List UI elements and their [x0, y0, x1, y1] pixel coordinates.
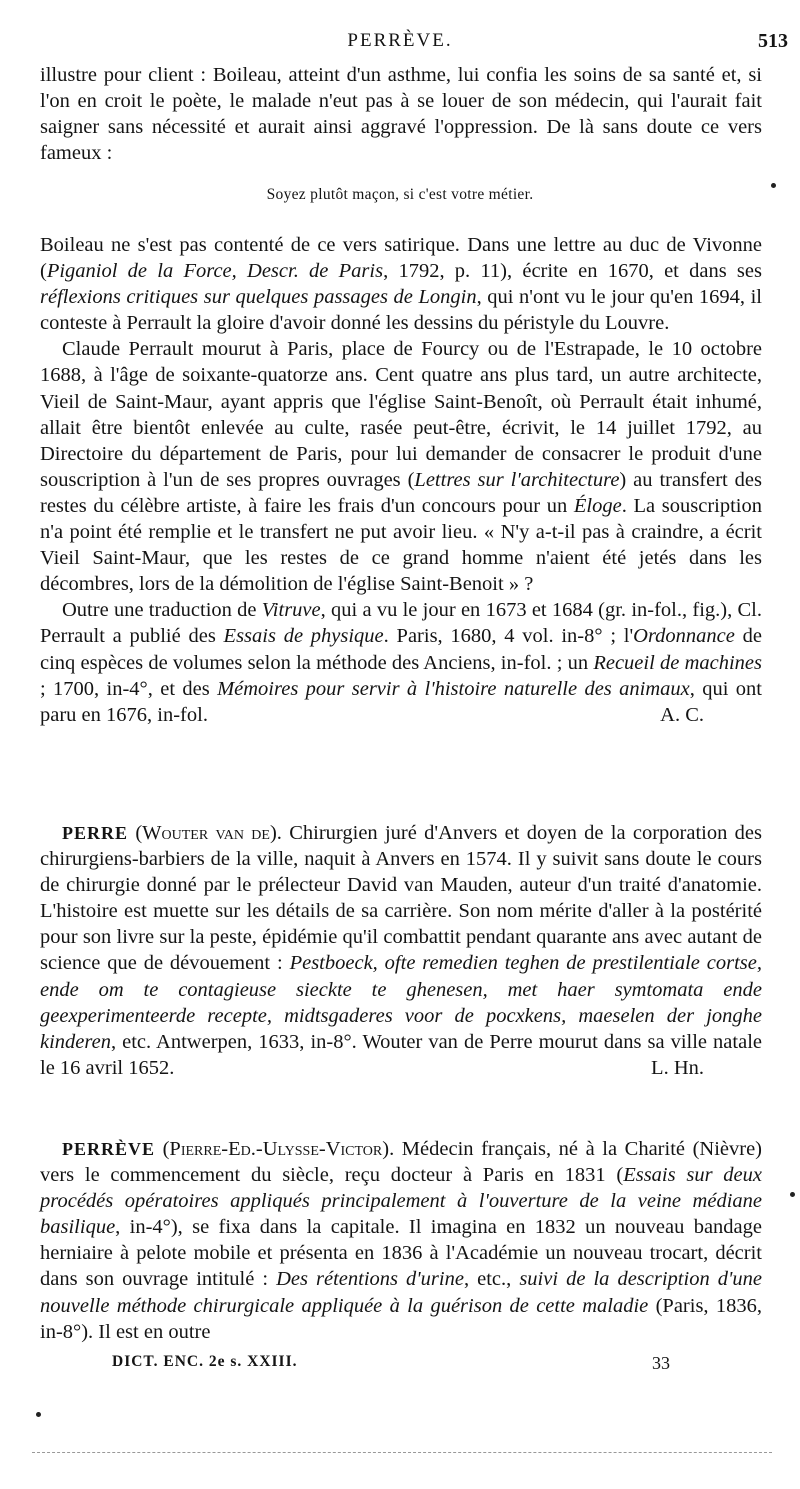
italic-title: réflexions critiques sur quelques passages de Longin — [40, 286, 477, 309]
paragraph-death — [40, 336, 762, 597]
italic-title: Mémoires pour servir à l'histoire naturelle des animaux — [217, 677, 690, 700]
italic-citation: Piganiol de la Force, Descr. de Paris — [46, 260, 384, 283]
author-signature: L. Hn. — [651, 1056, 704, 1079]
signature-mark: DICT. ENC. 2e s. XXIII. — [112, 1353, 298, 1370]
text-run: Boileau ne s'est pas contenté de ce vers satirique. Dans une lettre au duc de Vivonne ( — [40, 234, 762, 283]
italic-title: Lettres sur l'architecture — [414, 468, 620, 491]
italic-title: Pestboeck, ofte remedien teghen de prestilentiale cortse, ende om te contagieuse sieckte te ghenesen, met haer symtomata ende geexperimenteerde recepte, midtsgaderes voor de pocxkens, maeselen der jonghe kinderen — [40, 952, 762, 1053]
text-run: , etc. Antwerpen, 1633, in-8°. Wouter van de Perre mourut dans sa ville natale le 16 avril 1652. — [40, 1030, 762, 1079]
text-run: , qui a vu le jour en 1673 et 1684 (gr. in-fol., fig.), Cl. Perrault a publié des — [40, 599, 762, 648]
page-footer — [112, 1353, 712, 1371]
verse-quote: Soyez plutôt maçon, si c'est votre métier. — [266, 186, 534, 203]
text-run: , in-4°), se fixa dans la capitale. Il imagina en 1832 un nouveau bandage herniaire à pelote mobile et présenta en 1836 à l'Académie un nouveau trocart, décrit dans son ouvrage intitulé : — [40, 1216, 762, 1291]
article-body — [40, 232, 762, 728]
text-run: Claude Perrault mourut à Paris, place de Fourcy ou de l'Estrapade, le 10 octobre 1688, à l'âge de soixante-quatorze ans. Cent quatre ans plus tard, un autre architecte, Vieil de Saint-Maur, ayant appris que l'église Saint-Benoît, où Perrault était inhumé, allait être bientôt enlevée au culte, rasée peut-être, écrivit, le 14 juillet 1792, au Directoire du département de Paris, pour lui demander de consacrer le produit d'une souscription à l'un de ses propres ouvrages ( — [40, 338, 762, 491]
entry-headword: PERRE — [62, 823, 129, 843]
page-edge-rule — [32, 1452, 772, 1453]
italic-title: Essais sur deux procédés opératoires appliqués principalement à l'ouverture de la veine médiane basilique — [40, 1164, 762, 1239]
text-run: Médecin français, né à la Charité (Nièvre) vers le commencement du siècle, reçu docteur à Paris en 1831 ( — [40, 1138, 763, 1187]
speck-mark — [790, 1192, 795, 1197]
running-head — [0, 28, 800, 58]
entry-text — [40, 1136, 762, 1345]
page-number: 513 — [758, 30, 788, 52]
text-run: (Paris, 1836, in-8°). Il est en outre — [40, 1294, 762, 1343]
text-run: , qui n'ont vu le jour qu'en 1694, il conteste à Perrault la gloire d'avoir donné les dessins du péristyle du Louvre. — [40, 286, 762, 335]
text-run: . Paris, 1680, 4 vol. in-8° ; l' — [383, 625, 634, 648]
italic-title: suivi de la description d'une nouvelle méthode chirurgicale appliquée à la guérison de cette maladie — [40, 1268, 762, 1317]
text-run: Outre une traduction de — [62, 599, 262, 622]
text-run: ) au transfert des restes du célèbre artiste, à faire les frais d'un concours pour un — [40, 468, 763, 517]
speck-mark — [771, 183, 776, 188]
speck-mark — [36, 1412, 41, 1417]
paragraph-boileau — [40, 232, 762, 336]
text-run: de cinq espèces de volumes selon la méthode des Anciens, in-fol. ; un — [40, 625, 762, 674]
italic-title: Essais de physique — [223, 625, 384, 648]
entry-perre — [40, 820, 762, 1081]
italic-title: Ordonnance — [633, 625, 735, 648]
sheet-number: 33 — [652, 1353, 670, 1373]
text-run: , etc., — [463, 1268, 520, 1291]
text-run: , qui ont paru en 1676, in-fol. — [40, 677, 762, 726]
entry-perreve — [40, 1136, 762, 1345]
italic-title: Recueil de machines — [593, 651, 762, 674]
text-run: , 1792, p. 11), écrite en 1670, et dans ses — [383, 260, 762, 283]
italic-title: Des rétentions d'urine — [276, 1268, 464, 1291]
author-signature: A. C. — [660, 703, 704, 726]
paragraph-text: illustre pour client : Boileau, atteint d'un asthme, lui confia les soins de sa santé et, si l'on en croit le poète, le malade n'eut pas à se louer de son médecin, qui l'aurait fait saigner sans nécessité et aurait ainsi aggravé l'oppression. De là sans doute ce vers fameux : — [40, 64, 762, 165]
italic-title: Vitruve — [261, 599, 321, 622]
entry-qualifier: (Wouter van de). — [135, 822, 282, 844]
italic-title: Éloge — [573, 494, 622, 517]
entry-headword: PERRÈVE — [62, 1139, 156, 1159]
running-head-title: PERRÈVE. — [347, 30, 453, 51]
text-run: ; 1700, in-4°, et des — [40, 677, 218, 700]
entry-text — [40, 820, 762, 1081]
text-run: . La souscription n'a point été remplie et le transfert ne put avoir lieu. « N'y a-t-il pas à craindre, a écrit Vieil Saint-Maur, que les restes de ce grand homme n'aient été jetés dans les décombres, lors de la démolition de l'église Saint-Benoit » ? — [40, 494, 762, 596]
text-run: Chirurgien juré d'Anvers et doyen de la corporation des chirurgiens-barbiers de la ville, naquit à Anvers en 1574. Il y suivit sans doute le cours de chirurgie donné par le prélecteur David van Mauden, auteur d'un traité d'anatomie. L'histoire est muette sur les détails de sa carrière. Son nom mérite d'aller à la postérité pour son livre sur la peste, épidémie qu'il combattit pendant quarante ans avec autant de science que de dévouement : — [40, 822, 762, 975]
entry-qualifier: (Pierre-Ed.-Ulysse-Victor). — [162, 1138, 395, 1160]
paragraph-continuation — [40, 62, 762, 166]
